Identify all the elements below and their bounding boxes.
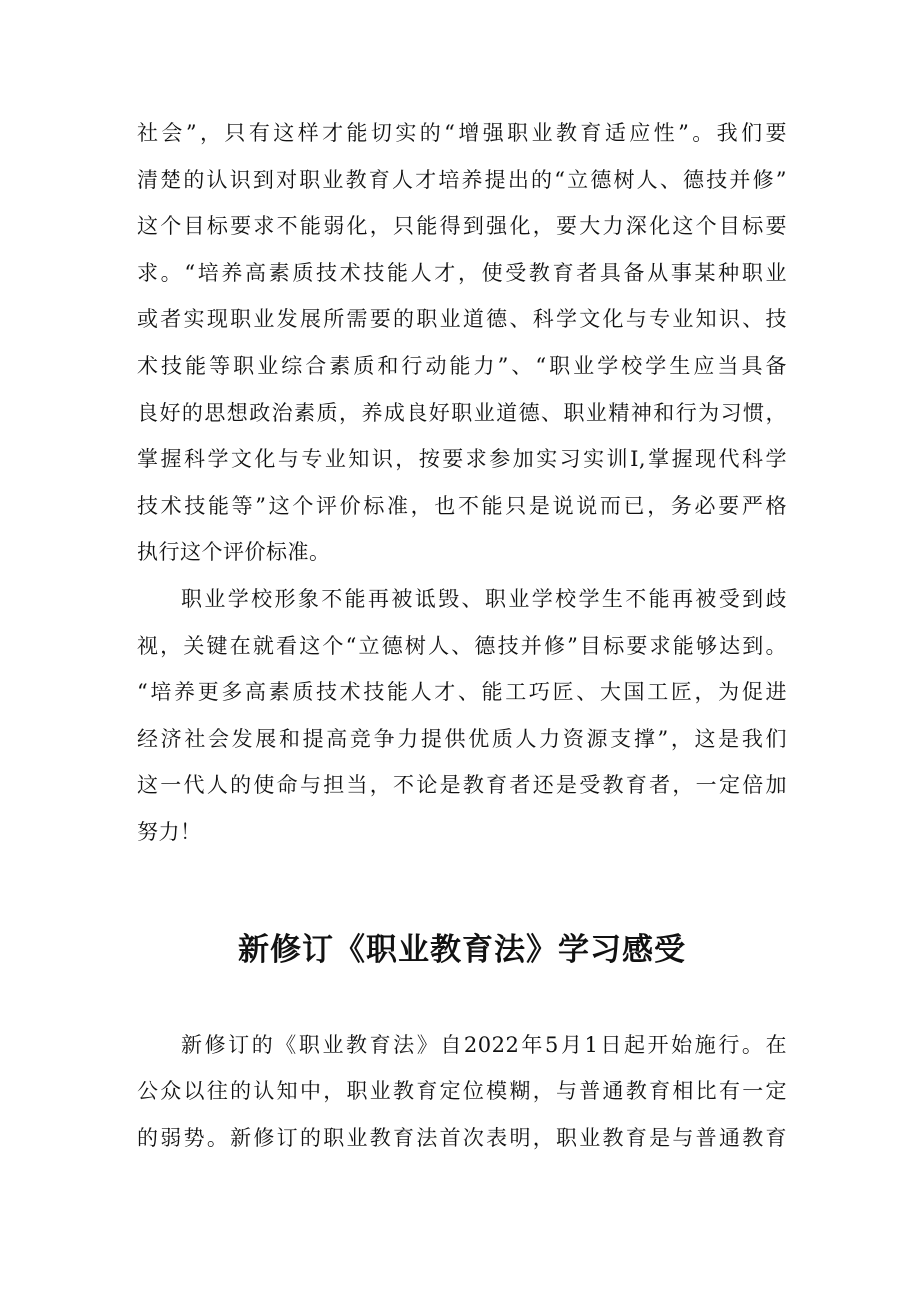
text-line: 视，关键在就看这个“立德树人、德技并修”目标要求能够达到。 [137,633,787,658]
text-line: 术技能等职业综合素质和行动能力”、“职业学校学生应当具备 [137,353,787,378]
text-line: 社会”，只有这样才能切实的“增强职业教育适应性”。我们要 [137,121,787,145]
text-line: 职业学校形象不能再被诋毁、职业学校学生不能再被受到歧 [181,586,787,611]
text-line: 新修订的《职业教育法》自2022年5月1日起开始施行。在 [181,1032,787,1057]
text-line: 公众以往的认知中，职业教育定位模糊，与普通教育相比有一定 [137,1079,787,1104]
text-line: 这一代人的使命与担当，不论是教育者还是受教育者，一定倍加 [137,773,787,798]
text-line: 执行这个评价标准。 [137,540,331,565]
paragraph-1 [137,110,787,576]
text-line: 的弱势。新修订的职业教育法首次表明，职业教育是与普通教育 [137,1125,787,1150]
text-line: 经济社会发展和提高竞争力提供优质人力资源支撑”，这是我们 [137,726,787,751]
section-heading: 新修订《职业教育法》学习感受 [238,931,686,968]
text-line: 求。“培养高素质技术技能人才，使受教育者具备从事某种职业 [137,260,787,285]
text-line: “培养更多高素质技术技能人才、能工巧匠、大国工匠，为促进 [137,680,787,705]
text-line: 技术技能等”这个评价标准，也不能只是说说而已，务必要严格 [137,493,787,518]
paragraph-3 [137,1022,787,1162]
text-line: 掌握科学文化与专业知识，按要求参加实习实训I,掌握现代科学 [137,447,787,472]
text-line: 或者实现职业发展所需要的职业道德、科学文化与专业知识、技 [137,307,787,332]
text-line: 清楚的认识到对职业教育人才培养提出的“立德树人、德技并修” [137,167,787,192]
text-line: 努力！ [137,819,202,844]
text-line: 良好的思想政治素质，养成良好职业道德、职业精神和行为习惯， [137,400,787,425]
document-body [137,110,787,1161]
paragraph-2 [137,576,787,856]
text-line: 这个目标要求不能弱化，只能得到强化，要大力深化这个目标要 [137,214,787,239]
